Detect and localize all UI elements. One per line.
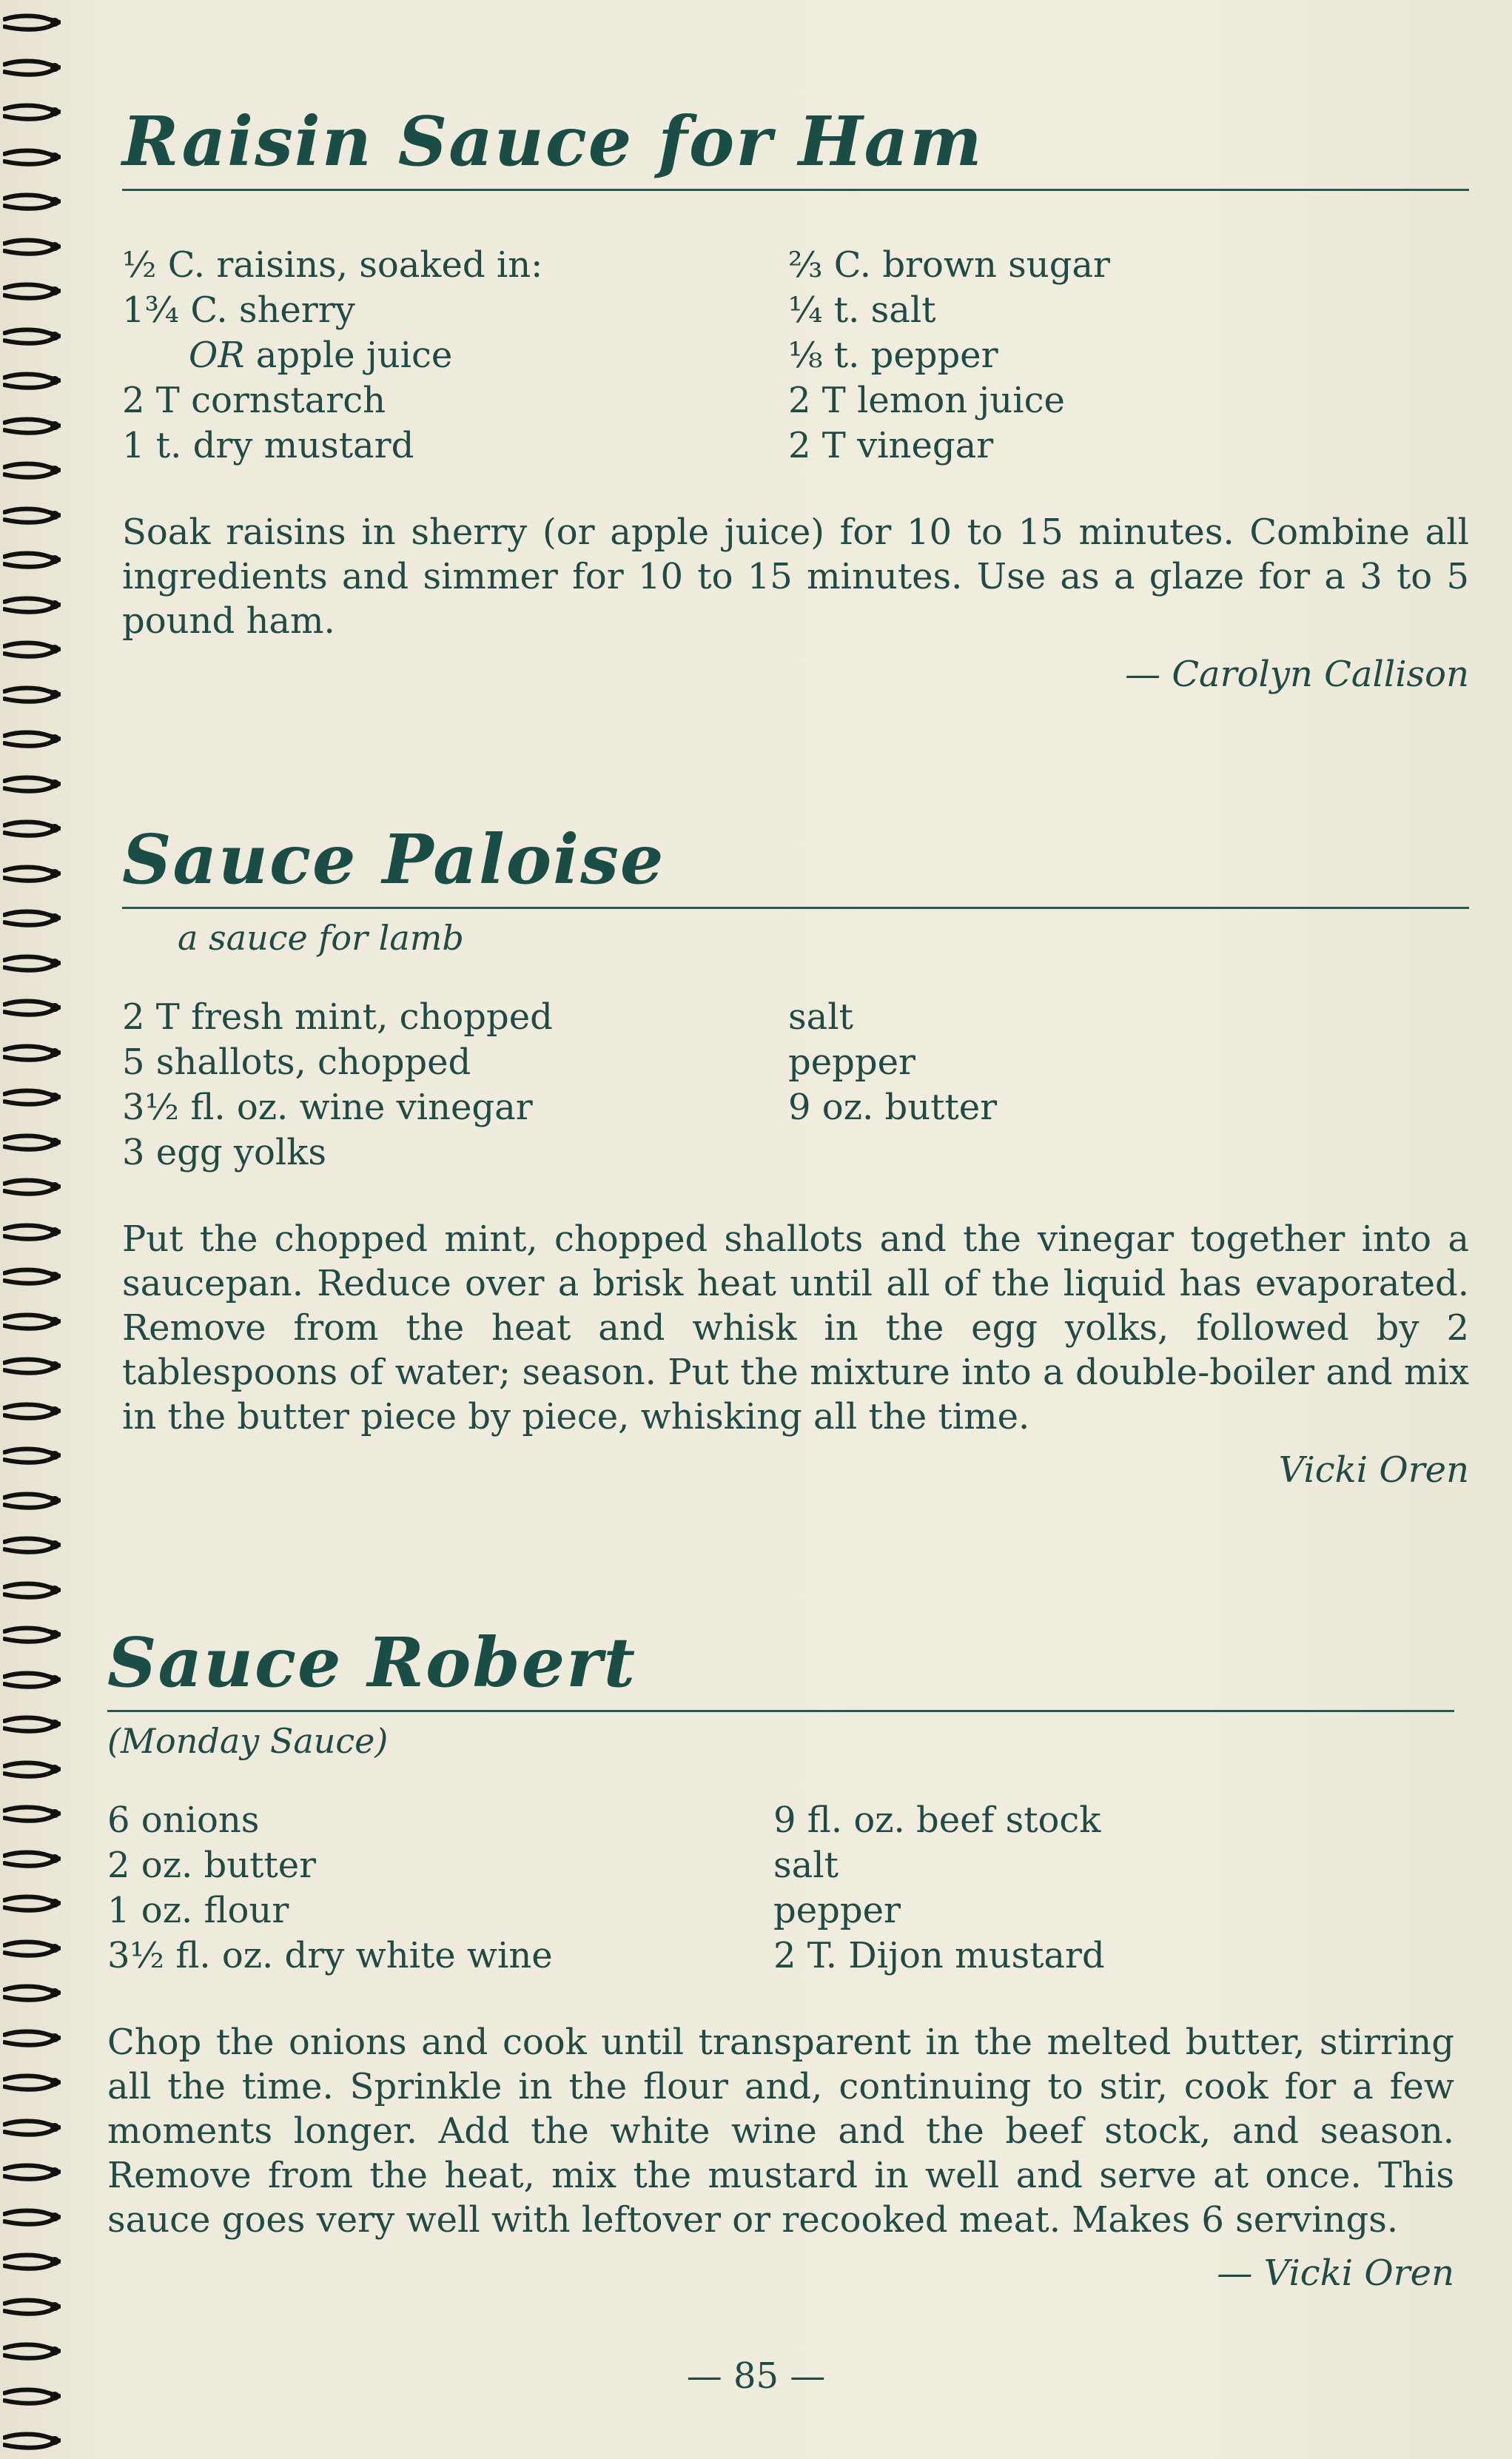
title-divider [107, 1710, 1454, 1712]
ingredient: 2 T fresh mint, chopped [122, 996, 553, 1038]
binding-ring [3, 327, 61, 346]
binding-ring [3, 417, 61, 436]
binding-ring [3, 1581, 61, 1600]
binding-ring [3, 2208, 61, 2227]
recipe-credit: — Carolyn Callison [1125, 654, 1469, 695]
recipe-title: Raisin Sauce for Ham [122, 101, 984, 181]
recipe-method: Soak raisins in sherry (or apple juice) for 10 to 15 minutes. Combine all ingredients and simmer for 10 to 15 minutes. Use as a glaze for a 3 to 5 pound ham. [122, 511, 1469, 642]
binding-ring [3, 192, 61, 212]
binding-ring [3, 1671, 61, 1690]
recipe-subtitle: a sauce for lamb [178, 918, 464, 958]
ingredient: 9 oz. butter [788, 1087, 998, 1128]
binding-ring [3, 1044, 61, 1063]
recipe-credit: — Vicki Oren [1217, 2252, 1454, 2294]
ingredient: 9 fl. oz. beef stock [773, 1799, 1101, 1841]
ingredient: pepper [788, 1041, 915, 1083]
ingredient: 2 T. Dijon mustard [773, 1935, 1105, 1976]
page-number: — 85 — [686, 2355, 826, 2397]
binding-ring [3, 1178, 61, 1197]
spiral-binding-icon [0, 0, 89, 2459]
recipe-sauce-paloise [122, 819, 1469, 1491]
binding-ring [3, 1805, 61, 1824]
binding-ring [3, 2163, 61, 2182]
title-divider [122, 189, 1469, 191]
ingredient: 3½ fl. oz. wine vinegar [122, 1087, 533, 1128]
binding-ring [3, 1939, 61, 1959]
ingredient: salt [773, 1845, 839, 1886]
binding-ring [3, 685, 61, 705]
ingredient: 3 egg yolks [122, 1132, 326, 1173]
recipe-method: Chop the onions and cook until transparent in the melted butter, stirring all the time. Sprinkle in the flour and, continuing to stir, cook for a few moments longer. Add the white wine and the beef stock, and season. Remove from the heat, mix the mustard in well and serve at once. This sauce goes very well with leftover or recooked meat. Makes 6 servings. [107, 2022, 1454, 2241]
binding-ring [3, 1492, 61, 1511]
binding-ring [3, 1267, 61, 1286]
binding-ring [3, 640, 61, 660]
binding-ring [3, 551, 61, 570]
binding-ring [3, 1088, 61, 1107]
binding-ring [3, 506, 61, 526]
binding-ring [3, 1536, 61, 1555]
ingredient-column-left [122, 243, 788, 469]
binding-ring [3, 2073, 61, 2093]
binding-ring [3, 1984, 61, 2003]
ingredient: 2 T vinegar [788, 425, 994, 466]
binding-ring [3, 954, 61, 973]
binding-ring [3, 1312, 61, 1332]
binding-ring [3, 103, 61, 122]
recipe-method: Put the chopped mint, chopped shallots and the vinegar together into a saucepan. Reduce over a brisk heat until all of the liquid has evaporated. Remove from the heat and whisk in the egg yolks, followed by 2 tablespoons of water; season. Put the mixture into a double-boiler and mix in the butter piece by piece, whisking all the time. [122, 1218, 1469, 1438]
binding-ring [3, 1402, 61, 1421]
title-divider [122, 907, 1469, 909]
ingredient: ½ C. raisins, soaked in: [122, 244, 543, 286]
binding-ring [3, 13, 61, 33]
binding-ring [3, 1760, 61, 1779]
ingredient: 1¾ C. sherry [122, 289, 355, 331]
ingredient: 5 shallots, chopped [122, 1041, 471, 1083]
binding-ring [3, 2298, 61, 2317]
ingredient: ¼ t. salt [788, 289, 936, 331]
recipe-sauce-robert [107, 1623, 1454, 2294]
ingredient-column-left [122, 995, 788, 1175]
binding-ring [3, 1357, 61, 1376]
recipe-raisin-sauce [122, 101, 1469, 695]
binding-ring [3, 238, 61, 257]
binding-ring [3, 2029, 61, 2048]
ingredient-text: OR apple juice [189, 335, 453, 376]
recipe-subtitle: (Monday Sauce) [107, 1721, 389, 1761]
ingredient-list [122, 243, 1469, 469]
ingredient-list [107, 1798, 1454, 1979]
ingredient: ⅔ C. brown sugar [788, 244, 1110, 286]
binding-ring [3, 1626, 61, 1645]
ingredient-column-right [773, 1798, 1105, 1979]
recipe-title: Sauce Robert [107, 1623, 637, 1702]
ingredient: 3½ fl. oz. dry white wine [107, 1935, 553, 1976]
ingredient: 1 oz. flour [107, 1890, 289, 1931]
recipe-credit: Vicki Oren [1278, 1449, 1469, 1491]
binding-ring [3, 1894, 61, 1913]
ingredient-list [122, 995, 1469, 1175]
binding-ring [3, 775, 61, 794]
binding-ring [3, 730, 61, 749]
ingredient: 2 oz. butter [107, 1845, 317, 1886]
binding-ring [3, 999, 61, 1018]
binding-ring [3, 2119, 61, 2138]
binding-ring [3, 1715, 61, 1734]
ingredient: 2 T lemon juice [788, 380, 1065, 421]
ingredient: 1 t. dry mustard [122, 425, 414, 466]
binding-ring [3, 461, 61, 480]
binding-ring [3, 909, 61, 928]
binding-ring [3, 865, 61, 884]
binding-ring [3, 1446, 61, 1466]
ingredient [122, 333, 788, 378]
ingredient: 2 T cornstarch [122, 380, 386, 421]
binding-ring [3, 58, 61, 78]
ingredient-column-left [107, 1798, 773, 1979]
binding-ring [3, 596, 61, 615]
ingredient: salt [788, 996, 853, 1038]
binding-ring [3, 1850, 61, 1869]
recipe-title: Sauce Paloise [122, 819, 665, 899]
ingredient: pepper [773, 1890, 901, 1931]
binding-ring [3, 2252, 61, 2272]
binding-ring [3, 148, 61, 167]
binding-ring [3, 282, 61, 301]
ingredient-column-right [788, 243, 1110, 469]
binding-ring [3, 819, 61, 839]
ingredient-column-right [788, 995, 997, 1175]
binding-ring [3, 372, 61, 391]
ingredient: ⅛ t. pepper [788, 335, 998, 376]
binding-ring [3, 1133, 61, 1153]
binding-ring [3, 1223, 61, 1242]
binding-ring [3, 2432, 61, 2451]
ingredient: 6 onions [107, 1799, 260, 1841]
